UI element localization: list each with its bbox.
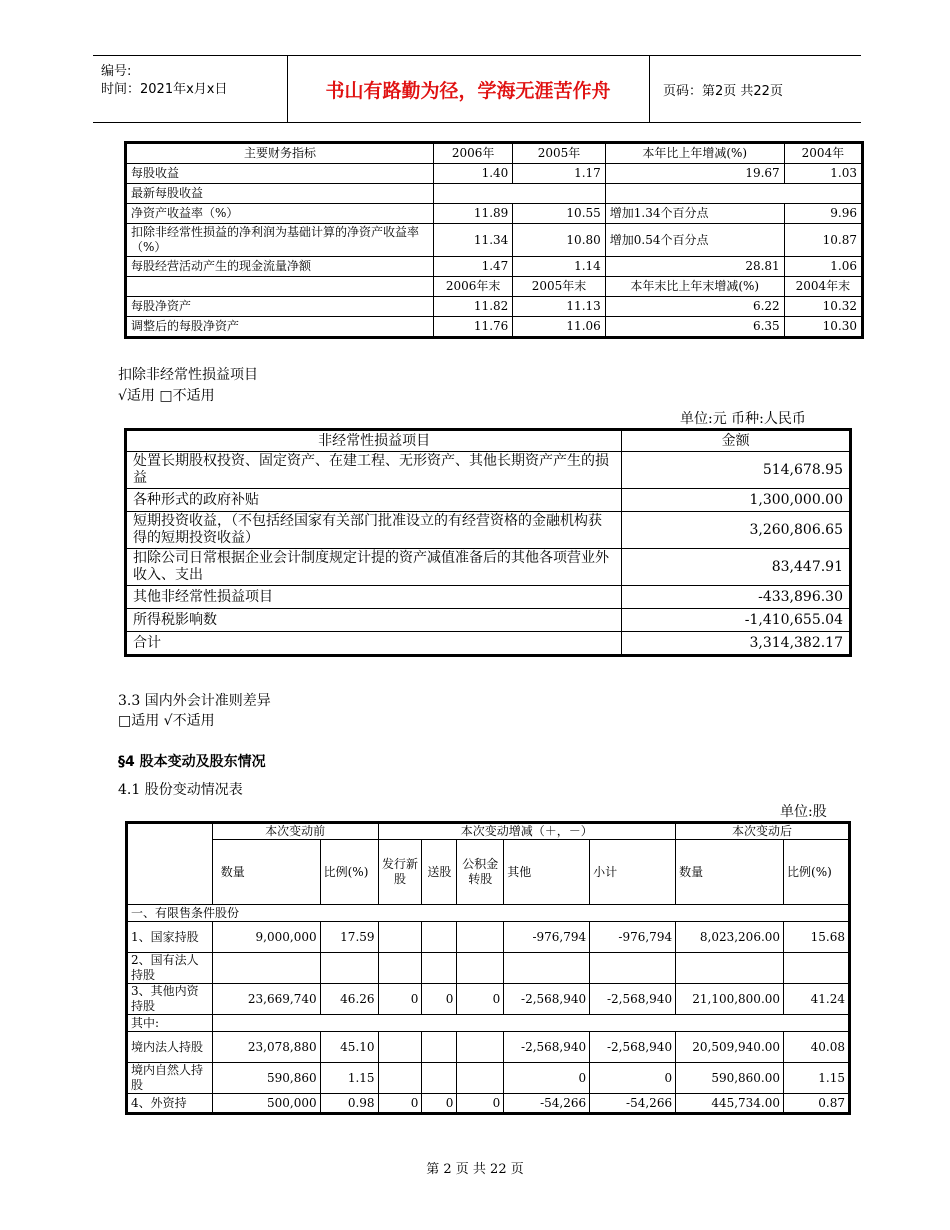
cell: 11.34 [434,224,513,257]
row-label: 扣除公司日常根据企业会计制度规定计提的资产减值准备后的其他各项营业外收入、支出 [127,549,622,586]
cell [590,953,676,984]
table-row [127,164,862,184]
cell: 0 [378,1094,422,1113]
header-cell [128,824,213,905]
gaap-title: 3.3 国内外会计准则差异 [118,693,271,709]
cell: 45.10 [320,1032,378,1063]
header-cell: 小计 [590,840,676,905]
cell: 15.68 [784,922,849,953]
header-cell: 主要财务指标 [127,144,434,164]
row-label: 调整后的每股净资产 [127,317,434,337]
cell: 10.55 [513,204,606,224]
cell: -2,568,940 [504,984,590,1015]
row-label: 3、其他内资持股 [128,984,213,1015]
table-row [128,1094,849,1113]
cell: 23,078,880 [212,1032,320,1063]
cell: 8,023,206.00 [676,922,784,953]
table-row [127,184,862,204]
cell: 1.03 [784,164,861,184]
cell: 1,300,000.00 [622,489,850,512]
cell: 1.17 [513,164,606,184]
table-header-row [128,824,849,840]
row-label: 净资产收益率（%） [127,204,434,224]
cell: -976,794 [504,922,590,953]
cell [457,1032,504,1063]
row-label: 合计 [127,632,622,655]
cell: 17.59 [320,922,378,953]
cell: 10.87 [784,224,861,257]
cell: 0.87 [784,1094,849,1113]
page-footer: 第 2 页 共 22 页 [426,1162,524,1177]
gaap-applicable: □适用 √不适用 [118,713,215,729]
header-cell: 比例(%) [320,840,378,905]
cell: -2,568,940 [590,1032,676,1063]
header-cell: 送股 [422,840,457,905]
cell [378,922,422,953]
table-header-row [127,144,862,164]
cell: 1.40 [434,164,513,184]
row-label: 处置长期股权投资、固定资产、在建工程、无形资产、其他长期资产产生的损益 [127,452,622,489]
row-label: 其他非经常性损益项目 [127,586,622,609]
table-row [127,632,850,655]
section-label: 其中: [128,1015,213,1032]
table-row [127,609,850,632]
cell: 11.06 [513,317,606,337]
table-header-row [128,840,849,905]
table-row [127,489,850,512]
financial-indicators-table [126,143,862,337]
cell: 500,000 [212,1094,320,1113]
row-label: 1、国家持股 [128,922,213,953]
cell: 0 [422,984,457,1015]
cell: 0 [457,1094,504,1113]
row-label: 每股净资产 [127,297,434,317]
table-row [128,953,849,984]
cell [784,953,849,984]
cell: -2,568,940 [590,984,676,1015]
header-cell: 2006年 [434,144,513,164]
header-cell: 本年比上年增减(%) [605,144,784,164]
cell: 19.67 [605,164,784,184]
table-row [128,1063,849,1094]
header-cell: 2005年 [513,144,606,164]
cell [212,953,320,984]
table-row [128,922,849,953]
header-cell: 本次变动后 [676,824,849,840]
cell: 9,000,000 [212,922,320,953]
cell: 1.47 [434,257,513,277]
cell [212,1015,848,1032]
cell: -54,266 [590,1094,676,1113]
cell: 10.30 [784,317,861,337]
row-label: 4、外资持 [128,1094,213,1113]
row-label: 每股经营活动产生的现金流量净额 [127,257,434,277]
motto: 书山有路勤为径，学海无涯苦作舟 [287,56,650,122]
header-cell: 比例(%) [784,840,849,905]
cell [434,184,606,204]
header-cell: 2004年末 [784,277,861,297]
cell: -54,266 [504,1094,590,1113]
table-header-row [127,431,850,452]
cell: -2,568,940 [504,1032,590,1063]
header-cell: 2005年末 [513,277,606,297]
cell: 0.98 [320,1094,378,1113]
cell: 0 [457,984,504,1015]
table-row [128,1032,849,1063]
nonrecurring-unit: 单位:元 币种:人民币 [680,411,806,427]
cell: 11.13 [513,297,606,317]
header-cell [127,277,434,297]
row-label: 扣除非经常性损益的净利润为基础计算的净资产收益率（%） [127,224,434,257]
cell [676,953,784,984]
cell: 10.32 [784,297,861,317]
cell [457,953,504,984]
cell [320,953,378,984]
table-row [127,204,862,224]
cell [422,1032,457,1063]
cell: 9.96 [784,204,861,224]
row-label: 所得税影响数 [127,609,622,632]
cell [457,1063,504,1094]
cell: 41.24 [784,984,849,1015]
cell: 1.15 [320,1063,378,1094]
cell: 1.06 [784,257,861,277]
cell: 40.08 [784,1032,849,1063]
page-header [93,55,861,123]
row-label: 每股收益 [127,164,434,184]
header-cell: 数量 [212,840,320,905]
cell: -976,794 [590,922,676,953]
cell: 11.89 [434,204,513,224]
table-row [127,297,862,317]
cell: 445,734.00 [676,1094,784,1113]
nonrecurring-title: 扣除非经常性损益项目 [118,367,258,383]
cell: 增加0.54个百分点 [605,224,784,257]
cell: 6.22 [605,297,784,317]
row-label: 境内法人持股 [128,1032,213,1063]
cell: -1,410,655.04 [622,609,850,632]
cell: 增加1.34个百分点 [605,204,784,224]
section4-sub: 4.1 股份变动情况表 [118,782,243,798]
header-cell: 金额 [622,431,850,452]
cell: 46.26 [320,984,378,1015]
cell: 514,678.95 [622,452,850,489]
section4-title: §4 股本变动及股东情况 [118,754,266,770]
cell: 21,100,800.00 [676,984,784,1015]
cell: 590,860 [212,1063,320,1094]
table-row [127,549,850,586]
cell: 0 [590,1063,676,1094]
header-cell: 本次变动前 [212,824,378,840]
header-cell: 本次变动增减（＋，－） [378,824,676,840]
table-row [127,512,850,549]
header-cell: 发行新股 [378,840,422,905]
cell: 590,860.00 [676,1063,784,1094]
number-label: 编号: [101,64,132,79]
header-cell: 公积金转股 [457,840,504,905]
header-cell: 数量 [676,840,784,905]
table-header-row [127,277,862,297]
header-cell: 非经常性损益项目 [127,431,622,452]
cell: 83,447.91 [622,549,850,586]
row-label: 短期投资收益，（不包括经国家有关部门批准设立的有经营资格的金融机构获得的短期投资收益） [127,512,622,549]
table-section-row [128,1015,849,1032]
row-label: 最新每股收益 [127,184,434,204]
cell: 1.14 [513,257,606,277]
cell: 28.81 [605,257,784,277]
time-label: 时间：2021年x月x日 [101,82,228,97]
table-row [127,452,850,489]
nonrecurring-applicable: √适用 □不适用 [118,388,215,404]
nonrecurring-table [126,430,850,655]
cell [422,922,457,953]
cell: 11.82 [434,297,513,317]
cell: 20,509,940.00 [676,1032,784,1063]
cell: 10.80 [513,224,606,257]
row-label: 各种形式的政府补贴 [127,489,622,512]
table-row [127,224,862,257]
header-cell: 本年末比上年末增减(%) [605,277,784,297]
cell: 23,669,740 [212,984,320,1015]
cell: 0 [422,1094,457,1113]
page-indicator: 页码：第2页 共22页 [663,83,783,99]
header-cell: 2006年末 [434,277,513,297]
cell [457,922,504,953]
row-label: 2、国有法人持股 [128,953,213,984]
cell: -433,896.30 [622,586,850,609]
cell [605,184,861,204]
share-change-table [127,823,849,1113]
cell: 1.15 [784,1063,849,1094]
cell: 0 [378,984,422,1015]
cell: 11.76 [434,317,513,337]
cell [504,953,590,984]
header-cell: 其他 [504,840,590,905]
cell [378,1063,422,1094]
cell: 3,314,382.17 [622,632,850,655]
cell: 0 [504,1063,590,1094]
cell [378,1032,422,1063]
section4-unit: 单位:股 [780,804,827,820]
cell: 6.35 [605,317,784,337]
table-row [127,257,862,277]
header-meta [93,56,288,122]
table-row [128,984,849,1015]
table-section-row [128,905,849,922]
row-label: 境内自然人持股 [128,1063,213,1094]
table-row [127,317,862,337]
cell [422,1063,457,1094]
cell [378,953,422,984]
header-cell: 2004年 [784,144,861,164]
cell [422,953,457,984]
section-label: 一、有限售条件股份 [128,905,849,922]
table-row [127,586,850,609]
cell: 3,260,806.65 [622,512,850,549]
